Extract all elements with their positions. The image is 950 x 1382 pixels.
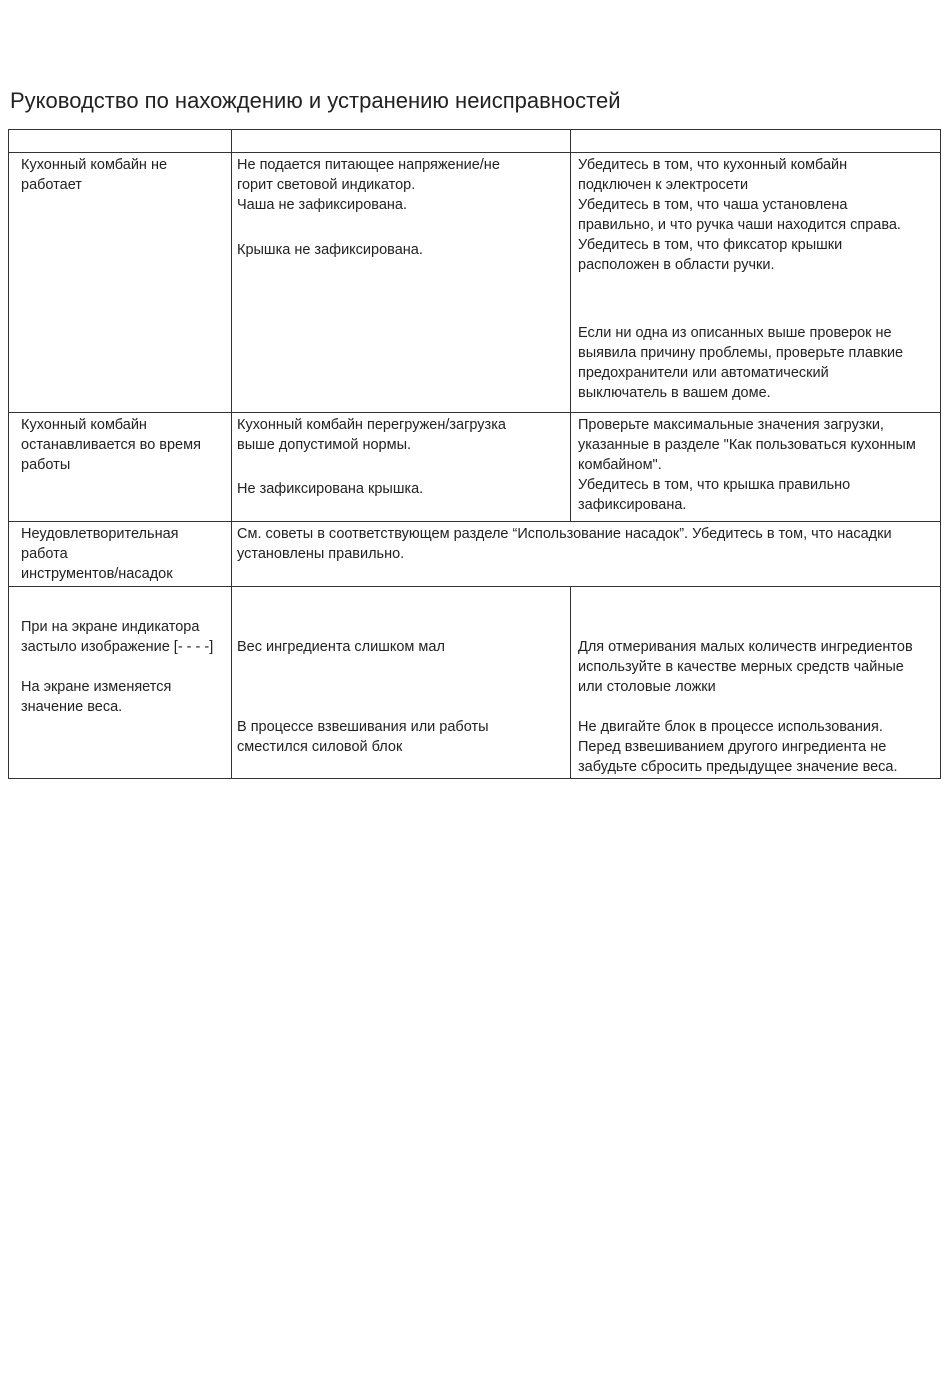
solution-cell xyxy=(571,153,940,412)
solution-cell xyxy=(571,413,940,521)
solution-text: Убедитесь в том, что фиксатор крышки расположен в области ручки. xyxy=(578,237,843,273)
cause-cell xyxy=(232,587,571,778)
solution-text: Не двигайте блок в процессе использования. Перед взвешиванием другого ингредиента не забудьте сбросить предыдущее значение веса. xyxy=(578,719,898,775)
problem-cell xyxy=(9,413,232,521)
solution-text: Убедитесь в том, что чаша установлена правильно, и что ручка чаши находится справа. xyxy=(578,197,901,233)
advice-text: См. советы в соответствующем разделе “Использование насадок”. Убедитесь в том, что насадки установлены правильно. xyxy=(237,526,892,562)
page-title: Руководство по нахождению и устранению неисправностей xyxy=(10,88,621,113)
problem-cell xyxy=(9,522,232,586)
cause-text: Не подается питающее напряжение/не горит световой индикатор. xyxy=(237,157,500,193)
solution-cell xyxy=(571,587,940,778)
problem-cell xyxy=(9,587,232,778)
cause-text: Чаша не зафиксирована. xyxy=(237,197,407,213)
problem-cell xyxy=(9,153,232,412)
cause-text: В процессе взвешивания или работы сместился силовой блок xyxy=(237,719,489,755)
cause-cell xyxy=(232,153,571,412)
table-row xyxy=(8,586,941,779)
problem-text: На экране изменяется значение веса. xyxy=(21,679,172,715)
cause-text: Не зафиксирована крышка. xyxy=(237,481,424,497)
solution-text: Проверьте максимальные значения загрузки, указанные в разделе "Как пользоваться кухонным комбайном". xyxy=(578,417,916,473)
problem-text: Неудовлетворительная работа инструментов/насадок xyxy=(21,526,179,582)
header-cell-solution xyxy=(571,130,940,152)
problem-text: Кухонный комбайн не работает xyxy=(21,157,168,193)
table-row xyxy=(8,152,941,412)
cause-text: Вес ингредиента слишком мал xyxy=(237,639,445,655)
solution-text: Если ни одна из описанных выше проверок не выявила причину проблемы, проверьте плавкие предохранители или автоматический выключатель в вашем доме. xyxy=(578,325,904,401)
table-row xyxy=(8,521,941,586)
solution-text: Убедитесь в том, что кухонный комбайн подключен к электросети xyxy=(578,157,848,193)
troubleshooting-table xyxy=(8,129,941,779)
problem-text: При на экране индикатора застыло изображение [- - - -] xyxy=(21,619,214,655)
header-cell-problem xyxy=(9,130,232,152)
cause-cell xyxy=(232,413,571,521)
table-row xyxy=(8,412,941,521)
problem-text: Кухонный комбайн останавливается во время работы xyxy=(21,417,201,473)
solution-text: Для отмеривания малых количеств ингредиентов используйте в качестве мерных средств чайные или столовые ложки xyxy=(578,639,913,695)
solution-text: Убедитесь в том, что крышка правильно зафиксирована. xyxy=(578,477,851,513)
header-cell-cause xyxy=(232,130,571,152)
cause-text: Кухонный комбайн перегружен/загрузка выше допустимой нормы. xyxy=(237,417,506,453)
table-header-row xyxy=(8,129,941,152)
cause-text: Крышка не зафиксирована. xyxy=(237,242,423,258)
merged-advice-cell xyxy=(232,522,940,586)
